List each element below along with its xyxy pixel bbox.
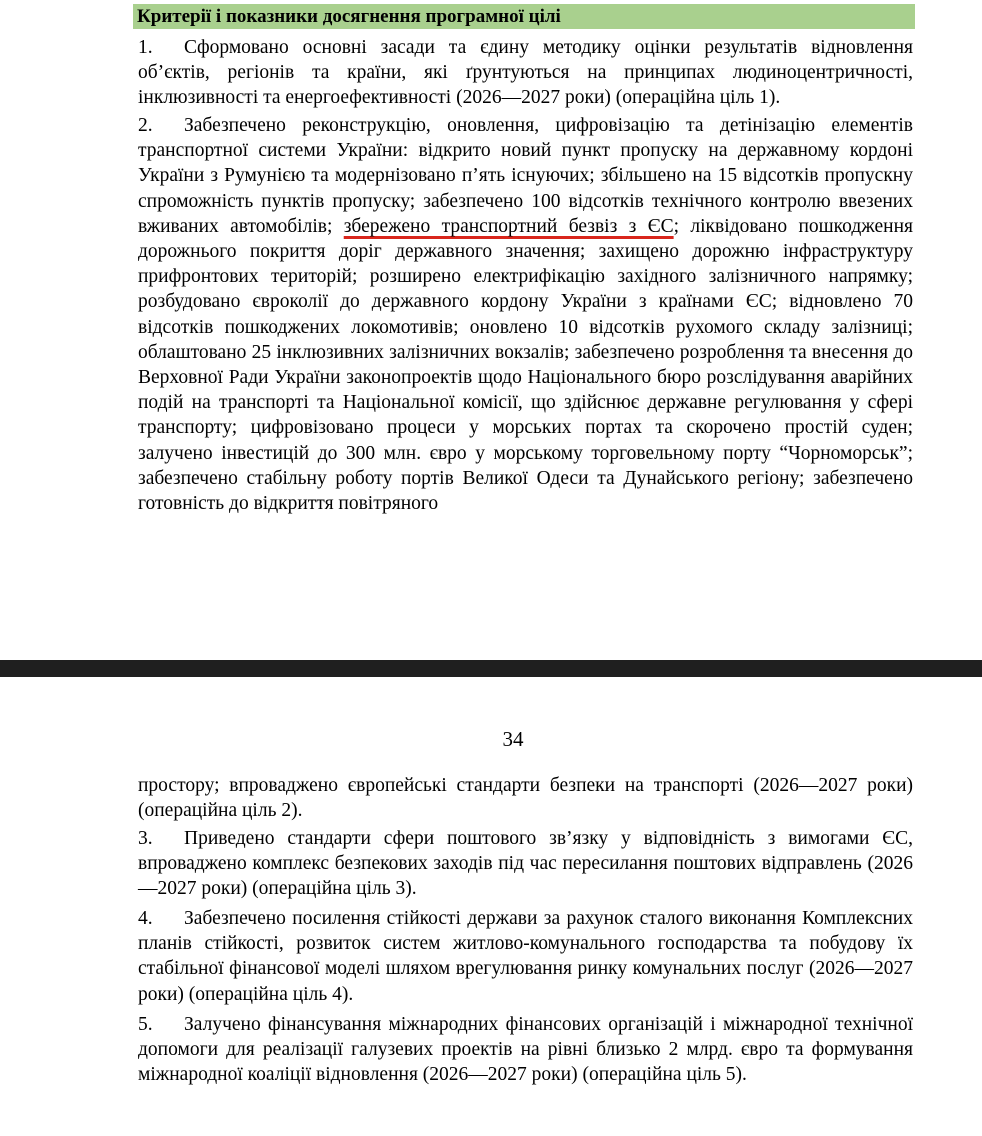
item-number: 2. — [138, 115, 153, 136]
section-heading-bar — [133, 4, 915, 29]
item-number: 3. — [138, 828, 153, 849]
section-heading: Критерії і показники досягнення програмної цілі — [137, 6, 561, 27]
criteria-item-5 — [138, 1012, 913, 1088]
item-text: Забезпечено посилення стійкості держави за рахунок сталого виконання Комплексних планів стійкості, розвиток систем житлово-комунального господарства та побудову їх стабільної фінансової моделі шляхом врегулювання ринку комунальних послуг (2026—2027 роки) (операційна ціль 4). — [138, 908, 913, 1005]
continuation-text: простору; впроваджено європейські стандарти безпеки на транспорті (2026—2027 роки) (операційна ціль 2). — [138, 775, 913, 822]
item-number: 4. — [138, 908, 153, 929]
page-break-separator — [0, 660, 982, 677]
item-number: 1. — [138, 37, 153, 58]
page-number: 34 — [502, 727, 524, 751]
criteria-item-1 — [138, 35, 913, 111]
item-text: Приведено стандарти сфери поштового зв’язку у відповідність з вимогами ЄС, впроваджено комплекс безпекових заходів під час пересилання поштових відправлень (2026—2027 роки) (операційна ціль 3). — [138, 828, 913, 900]
criteria-item-3 — [138, 826, 913, 902]
item-number: 5. — [138, 1014, 153, 1035]
item-text-part-2: ; ліквідовано пошкодження дорожнього покриття доріг державного значення; захищено дорожню інфраструктуру прифронтових територій; розширено електрифікацію західного залізничного напрямку; розбудовано євроколії до державного кордону України з країнами ЄС; відновлено 70 відсотків пошкоджених локомотивів; оновлено 10 відсотків рухомого складу залізниці; облаштовано 25 інклюзивних залізничних вокзалів; забезпечено розроблення та внесення до Верховної Ради України законопроектів щодо Національного бюро розслідування аварійних подій на транспорті та Національної комісії, що здійснює державне регулювання у сфері транспорту; цифровізовано процеси у морських портах та скорочено простій суден; залучено інвестицій до 300 млн. євро у морському торговельному порту “Чорноморськ”; забезпечено стабільну роботу портів Великої Одеси та Дунайського регіону; забезпечено готовність до відкриття повітряного — [138, 215, 913, 515]
criteria-item-4 — [138, 906, 913, 1007]
item-text: Сформовано основні засади та єдину методику оцінки результатів відновлення об’єктів, регіонів та країни, які ґрунтуються на принципах людиноцентричності, інклюзивності та енергоефективності (2026—2027 роки) (операційна ціль 1). — [138, 37, 913, 109]
criteria-item-2 — [138, 113, 913, 516]
continuation-paragraph — [138, 773, 913, 823]
highlighted-text: збережено транспортний безвіз з ЄС — [343, 215, 674, 237]
item-text-part-1: Забезпечено реконструкцію, оновлення, цифровізацію та детінізацію елементів транспортної системи України: відкрито новий пункт пропуску на державному кордоні України з Румунією та модернізовано п’ять існуючих; збільшено на 15 відсотків пропускну спроможність пунктів пропуску; забезпечено 100 відсотків технічного контролю ввезених вживаних автомобілів; — [138, 115, 913, 237]
item-text: Залучено фінансування міжнародних фінансових організацій і міжнародної технічної допомоги для реалізації галузевих проектів на рівні близько 2 млрд. євро та формування міжнародної коаліції відновлення (2026—2027 роки) (операційна ціль 5). — [138, 1014, 913, 1086]
